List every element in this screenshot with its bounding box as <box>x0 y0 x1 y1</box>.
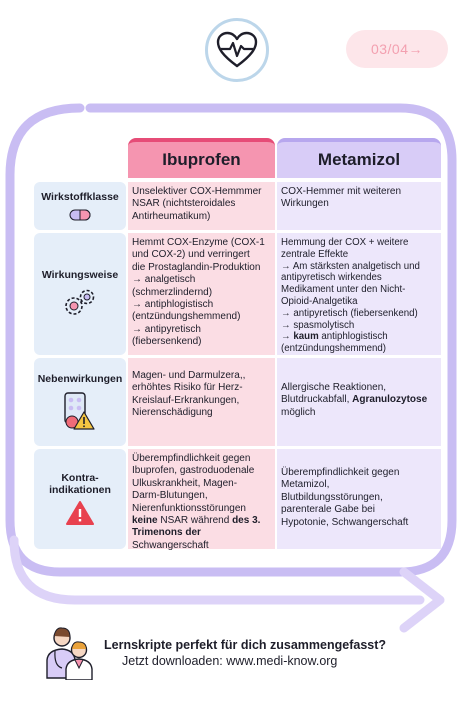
text-line: COX-Hemmer mit weiteren <box>281 186 402 197</box>
text-line: (entzündungshemmend) <box>281 343 387 355</box>
row-label-text: Wirkungsweise <box>41 269 119 281</box>
text-line: → antipyretisch <box>132 323 201 335</box>
text-line: → kaum antiphlogistisch <box>281 331 388 343</box>
download-link[interactable]: Jetzt downloaden: www.medi-know.org <box>122 654 338 668</box>
gears-icon <box>62 287 98 319</box>
text-line: Nierenfunktionsstörungen <box>132 502 246 514</box>
cell-ibuprofen-nebenwirkungen <box>128 358 275 446</box>
text-line: Darm-Blutungen, <box>132 490 208 502</box>
text-line: Überempfindlichkeit gegen <box>132 453 251 464</box>
cell-ibuprofen-wirkungsweise <box>128 233 275 355</box>
text-line: antipyretisch wirkendes <box>281 272 382 284</box>
text-line: → antiphlogistisch <box>132 299 214 311</box>
text-line: Opioid-Analgetika <box>281 295 358 307</box>
column-header-ibuprofen: Ibuprofen <box>128 138 275 178</box>
row-label-wirkstoffklasse <box>34 182 126 230</box>
text-line: Unselektiver COX-Hemmmer <box>132 186 262 197</box>
text-line: erhöhtes Risiko für Herz- <box>132 382 243 394</box>
text-line: (entzündungshemmend) <box>132 311 241 323</box>
text-line: Metamizol, <box>281 479 330 491</box>
emphasis-text: keine <box>132 515 158 527</box>
text-line: Antirheumatikum) <box>132 210 211 222</box>
cell-ibuprofen-wirkstoffklasse <box>128 182 275 230</box>
text-line: Ibuprofen, gastroduodenale <box>132 465 255 477</box>
text-line: Hemmt COX-Enzyme (COX-1 <box>132 237 265 248</box>
text-line: Nierenschädigung <box>132 407 213 419</box>
emphasis-text: Agranulozytose <box>352 394 428 406</box>
row-label-wirkungsweise <box>34 233 126 355</box>
text-line: (fiebersenkend) <box>132 336 202 348</box>
text-line: → antipyretisch (fiebersenkend) <box>281 307 418 319</box>
column-header-metamizol: Metamizol <box>277 138 441 178</box>
text-line: NSAR (nichtsteroidales <box>132 198 236 210</box>
row-label-kontraindikationen <box>34 449 126 549</box>
cell-metamizol-wirkungsweise <box>277 233 441 355</box>
row-label-text: Wirkstoffklasse <box>41 191 119 203</box>
page-number: 03/04 <box>370 41 409 57</box>
cell-metamizol-wirkstoffklasse <box>277 182 441 230</box>
text-line: zentrale Effekte <box>281 248 349 260</box>
row-label-line1: Kontra- <box>61 472 99 484</box>
text-line: Kreislauf-Erkrankungen, <box>132 394 240 406</box>
text-line: → analgetisch <box>132 274 196 286</box>
doctors-icon <box>42 624 98 680</box>
row-label-text: Nebenwirkungen <box>37 373 123 385</box>
cell-ibuprofen-kontraindikationen <box>128 449 275 549</box>
footer-headline: Lernskripte perfekt für dich zusammengefasst? <box>104 638 387 652</box>
text-line: Medikament unter den Nicht- <box>281 284 406 296</box>
text-line: Wirkungen <box>281 198 329 210</box>
text-line: Hypotonie, Schwangerschaft <box>281 516 409 528</box>
emphasis-text: kaum <box>293 331 319 343</box>
text-line: Blutbildungsstörungen, <box>281 491 383 503</box>
text-line: parenterale Gabe bei <box>281 504 375 516</box>
text-line: Allergische Reaktionen, <box>281 382 387 393</box>
text-line: Schwangerschaft <box>132 539 209 551</box>
pills-warning-icon <box>62 391 98 431</box>
text-line: Hemmung der COX + weitere <box>281 237 409 248</box>
text-line: → Am stärksten analgetisch und <box>281 260 420 272</box>
text-line: Magen- und Darmulzera,, <box>132 370 246 381</box>
text-line: die Prostaglandin-Produktion <box>132 261 261 273</box>
next-arrow-icon: → <box>408 41 424 57</box>
text-line: Überempfindlichkeit gegen <box>281 467 400 478</box>
text-line: Trimenons der <box>132 527 201 539</box>
text-line: möglich <box>281 406 316 418</box>
cell-metamizol-kontraindikationen <box>277 449 441 549</box>
cell-metamizol-nebenwirkungen <box>277 358 441 446</box>
emphasis-text: des 3. <box>232 515 261 527</box>
heart-pulse-icon <box>216 31 258 69</box>
page-indicator[interactable] <box>346 30 448 68</box>
text-line: → spasmolytisch <box>281 319 355 331</box>
text-line: (schmerzlindernd) <box>132 286 213 298</box>
row-label-line2: indikationen <box>49 484 111 496</box>
text-line: Ulkuskrankheit, Magen- <box>132 477 238 489</box>
row-label-nebenwirkungen <box>34 358 126 446</box>
warning-triangle-icon <box>65 500 95 526</box>
text-line: und COX-2) und verringert <box>132 249 250 261</box>
text-line: keine NSAR während des 3. <box>132 515 261 527</box>
text-line: Blutdruckabfall, Agranulozytose <box>281 394 428 406</box>
pill-capsule-icon <box>69 209 91 221</box>
logo <box>205 18 269 82</box>
